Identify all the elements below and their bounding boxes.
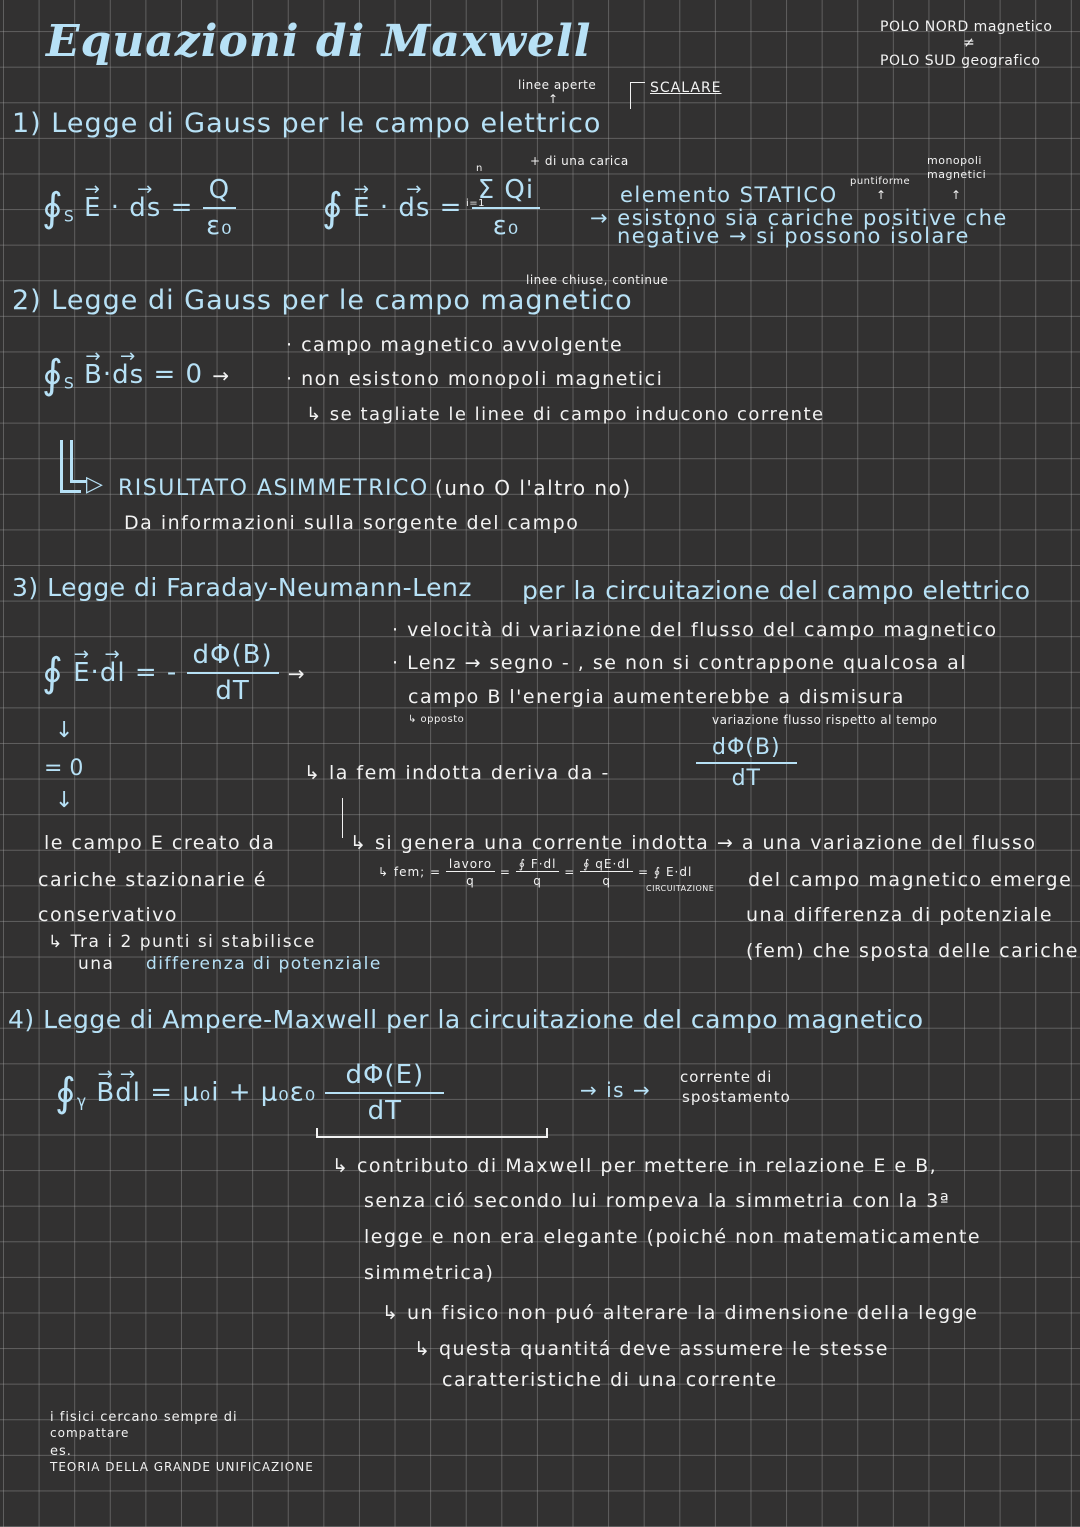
section4-note-line4: simmetrica) <box>364 1262 495 1284</box>
section1-heading: 1) Legge di Gauss per le campo elettrico <box>12 108 602 139</box>
result-title: RISULTATO ASIMMETRICO <box>118 476 429 501</box>
up-arrow-icon: ↑ <box>876 188 887 202</box>
result-arrow-icon-inner <box>70 440 87 483</box>
ampere-maxwell-equation: $∮_\gamma \to B\to$ dl = μ₀i + μ₀ε₀ $\frac{d\Phi(E)}{dT}$ <box>55 1060 444 1126</box>
section3-bullet-energia: campo B l'energia aumenterebbe a dismisura <box>408 686 905 708</box>
fem-indotta-line: ↳ la fem indotta deriva da - <box>304 762 610 784</box>
up-arrow-icon: ↑ <box>548 92 559 106</box>
left-sub-line2a: una <box>78 954 115 974</box>
closed-integral-icon: ∮ <box>42 352 64 398</box>
equals-zero: = 0 <box>44 756 84 781</box>
section1-bullet-isolare: negative → si possono isolare <box>617 224 970 248</box>
page-title: Equazioni di Maxwell <box>46 16 592 67</box>
note-linee-chiuse: linee chiuse, continue <box>526 273 669 287</box>
corrente-di-label: corrente di <box>680 1068 773 1086</box>
sum-top-index: n <box>476 163 483 174</box>
gauss-electric-sum-equation: ∮ → E · → ds = $\frac{\text{Σ Qi}}{\text{ε₀}}$ <box>322 175 540 241</box>
section4-note-line5: ↳ un fisico non puó alterare la dimensione della legge <box>382 1302 979 1324</box>
note-linee-aperte: linee aperte <box>518 78 597 92</box>
section1-bullet-statico: elemento STATICO <box>620 183 838 207</box>
section2-bullet-avvolgente: · campo magnetico avvolgente <box>286 334 624 356</box>
result-arrowhead-icon: ▷ <box>86 472 103 497</box>
left-sub-line2b: differenza di potenziale <box>146 954 382 974</box>
closed-integral-icon: ∮ <box>42 185 64 231</box>
section3-bullet-lenz: · Lenz → segno - , se non si contrappone qualcosa al <box>392 652 968 674</box>
right-arrow-icon: → <box>287 661 306 686</box>
left-para-line2: cariche stazionarie é <box>38 869 267 891</box>
spostamento-label: spostamento <box>682 1088 791 1106</box>
circuitazione-label: CIRCUITAZIONE <box>646 884 715 893</box>
section3-heading-prefix: 3) Legge di Faraday-Neumann-Lenz <box>12 573 473 602</box>
induced-current-line: ↳ si genera una corrente indotta → a una variazione del flusso <box>350 832 1037 854</box>
closed-integral-icon: ∮ <box>55 1070 77 1116</box>
section4-note-line2: senza ció secondo lui rompeva la simmetria con la 3ª <box>364 1190 951 1212</box>
left-sub-line1: ↳ Tra i 2 punti si stabilisce <box>48 932 316 952</box>
left-para-line3: conservativo <box>38 904 178 926</box>
fem-fraction: $\frac{d\Phi(B)}{dT}$ <box>696 735 797 791</box>
result-description: Da informazioni sulla sorgente del campo <box>124 512 580 534</box>
right-para-line1: del campo magnetico emerge <box>748 869 1073 891</box>
closed-integral-icon: ∮ <box>322 185 344 231</box>
closed-integral-icon: ∮ <box>42 650 64 696</box>
footer-line3: es. <box>50 1444 72 1459</box>
note-scalare: SCALARE <box>650 80 722 96</box>
section4-note-line7: caratteristiche di una corrente <box>442 1369 778 1391</box>
corner-note-line1: POLO NORD magnetico <box>880 19 1053 35</box>
right-para-line3: (fem) che sposta delle cariche <box>746 940 1079 962</box>
bracket-displacement-current <box>316 1128 548 1138</box>
down-arrow-icon: ↓ <box>55 788 74 813</box>
is-arrow-label: → is → <box>580 1078 652 1102</box>
note-opposto: ↳ opposto <box>408 714 465 725</box>
section4-heading: 4) Legge di Ampere-Maxwell per la circuitazione del campo magnetico <box>8 1005 924 1034</box>
section4-note-line1: ↳ contributo di Maxwell per mettere in relazione E e B, <box>332 1155 938 1177</box>
section4-note-line3: legge e non era elegante (poiché non matematicamente <box>364 1226 982 1248</box>
right-para-line2: una differenza di potenziale <box>746 904 1054 926</box>
fem-formula: ↳ fem; = $\frac{\text{lavoro}}{q}$ = $\frac{∮ F\cdot dl}{q}$ = $\frac{∮ qE\cdot dl}{q}$ = ∮ E·dl <box>378 857 693 888</box>
note-di-una-carica: + di una carica <box>530 154 629 168</box>
down-arrow-icon: ↓ <box>55 718 74 743</box>
left-para-line1: le campo E creato da <box>44 832 276 854</box>
bent-arrow-icon <box>630 82 645 109</box>
not-equal-symbol: ≠ <box>963 35 976 51</box>
section4-note-line6: ↳ questa quantitá deve assumere le stesse <box>414 1338 889 1360</box>
footer-line2: compattare <box>50 1426 130 1440</box>
section1-bullet-cariche: → esistono sia cariche positive che <box>590 206 1008 230</box>
sum-bottom-index: i=1 <box>466 198 486 209</box>
gauss-electric-equation: $∮_S \to E$ · → ds = $\frac{Q}{\text{ε₀}}$ <box>42 175 236 241</box>
section3-bullet-velocita: · velocità di variazione del flusso del campo magnetico <box>392 619 998 641</box>
footer-line4: TEORIA DELLA GRANDE UNIFICAZIONE <box>50 1460 314 1474</box>
section3-heading-suffix: per la circuitazione del campo elettrico <box>522 576 1031 605</box>
faraday-equation: ∮ → E·→ dl = - $\frac{d\Phi(B)}{dT}$ → <box>42 640 306 706</box>
section2-heading: 2) Legge di Gauss per le campo magnetico <box>12 285 633 316</box>
section2-sub-bullet: ↳ se tagliate le linee di campo inducono corrente <box>306 404 825 425</box>
up-arrow-icon: ↑ <box>951 188 962 202</box>
result-paren: (uno O l'altro no) <box>435 476 632 500</box>
right-arrow-icon: → <box>212 363 231 388</box>
section2-bullet-monopoli: · non esistono monopoli magnetici <box>286 368 664 390</box>
gauss-magnetic-equation: $∮_S \to B\cdot\to$ ds = 0 → <box>42 355 230 395</box>
footer-line1: i fisici cercano sempre di <box>50 1410 238 1425</box>
note-puntiforme: puntiforme <box>850 176 911 187</box>
corner-note-line2: POLO SUD geografico <box>880 53 1041 69</box>
note-variazione: variazione flusso rispetto al tempo <box>712 713 938 727</box>
note-monopoli-magnetici: monopoli magnetici <box>927 154 987 181</box>
